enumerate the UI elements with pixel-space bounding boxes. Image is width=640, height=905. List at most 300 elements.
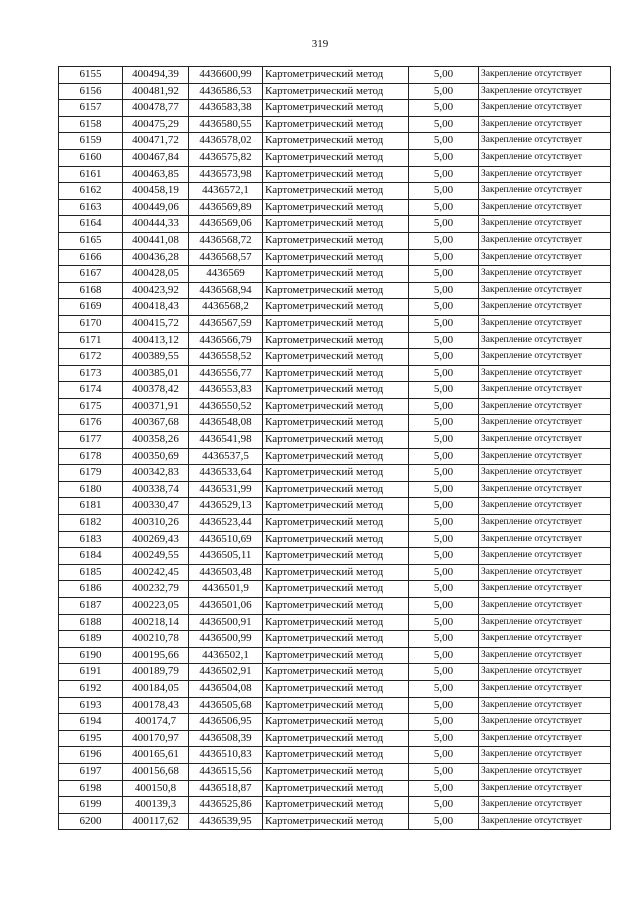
x-coordinate-cell: 400358,26	[123, 432, 189, 449]
y-coordinate-cell: 4436568,94	[189, 282, 263, 299]
table-row	[59, 481, 611, 498]
table-row	[59, 100, 611, 117]
description-cell: Закрепление отсутствует	[479, 365, 611, 382]
table-row	[59, 299, 611, 316]
y-coordinate-cell: 4436500,99	[189, 631, 263, 648]
method-cell: Картометрический метод	[263, 315, 409, 332]
description-cell: Закрепление отсутствует	[479, 166, 611, 183]
description-cell: Закрепление отсутствует	[479, 531, 611, 548]
y-coordinate-cell: 4436510,83	[189, 747, 263, 764]
y-coordinate-cell: 4436568,72	[189, 232, 263, 249]
accuracy-cell: 5,00	[409, 100, 479, 117]
y-coordinate-cell: 4436600,99	[189, 67, 263, 84]
y-coordinate-cell: 4436573,98	[189, 166, 263, 183]
description-cell: Закрепление отсутствует	[479, 763, 611, 780]
table-row	[59, 266, 611, 283]
description-cell: Закрепление отсутствует	[479, 598, 611, 615]
accuracy-cell: 5,00	[409, 481, 479, 498]
x-coordinate-cell: 400371,91	[123, 398, 189, 415]
table-row	[59, 680, 611, 697]
accuracy-cell: 5,00	[409, 631, 479, 648]
x-coordinate-cell: 400242,45	[123, 564, 189, 581]
table-row	[59, 133, 611, 150]
accuracy-cell: 5,00	[409, 813, 479, 830]
coordinates-table	[58, 66, 611, 830]
description-cell: Закрепление отсутствует	[479, 382, 611, 399]
point-number-cell: 6166	[59, 249, 123, 266]
table-row	[59, 398, 611, 415]
x-coordinate-cell: 400441,08	[123, 232, 189, 249]
point-number-cell: 6173	[59, 365, 123, 382]
method-cell: Картометрический метод	[263, 797, 409, 814]
x-coordinate-cell: 400444,33	[123, 216, 189, 233]
y-coordinate-cell: 4436523,44	[189, 515, 263, 532]
method-cell: Картометрический метод	[263, 481, 409, 498]
x-coordinate-cell: 400156,68	[123, 763, 189, 780]
y-coordinate-cell: 4436501,06	[189, 598, 263, 615]
point-number-cell: 6172	[59, 349, 123, 366]
method-cell: Картометрический метод	[263, 332, 409, 349]
x-coordinate-cell: 400378,42	[123, 382, 189, 399]
y-coordinate-cell: 4436575,82	[189, 149, 263, 166]
table-row	[59, 365, 611, 382]
accuracy-cell: 5,00	[409, 498, 479, 515]
accuracy-cell: 5,00	[409, 797, 479, 814]
y-coordinate-cell: 4436531,99	[189, 481, 263, 498]
description-cell: Закрепление отсутствует	[479, 515, 611, 532]
y-coordinate-cell: 4436553,83	[189, 382, 263, 399]
accuracy-cell: 5,00	[409, 365, 479, 382]
page-number: 319	[311, 38, 329, 50]
accuracy-cell: 5,00	[409, 216, 479, 233]
y-coordinate-cell: 4436569,06	[189, 216, 263, 233]
method-cell: Картометрический метод	[263, 548, 409, 565]
method-cell: Картометрический метод	[263, 647, 409, 664]
table-row	[59, 232, 611, 249]
x-coordinate-cell: 400367,68	[123, 415, 189, 432]
point-number-cell: 6170	[59, 315, 123, 332]
point-number-cell: 6185	[59, 564, 123, 581]
accuracy-cell: 5,00	[409, 282, 479, 299]
x-coordinate-cell: 400249,55	[123, 548, 189, 565]
table-row	[59, 465, 611, 482]
y-coordinate-cell: 4436568,2	[189, 299, 263, 316]
description-cell: Закрепление отсутствует	[479, 730, 611, 747]
method-cell: Картометрический метод	[263, 83, 409, 100]
description-cell: Закрепление отсутствует	[479, 398, 611, 415]
method-cell: Картометрический метод	[263, 515, 409, 532]
y-coordinate-cell: 4436537,5	[189, 448, 263, 465]
accuracy-cell: 5,00	[409, 166, 479, 183]
accuracy-cell: 5,00	[409, 183, 479, 200]
accuracy-cell: 5,00	[409, 232, 479, 249]
x-coordinate-cell: 400342,83	[123, 465, 189, 482]
description-cell: Закрепление отсутствует	[479, 116, 611, 133]
point-number-cell: 6164	[59, 216, 123, 233]
y-coordinate-cell: 4436501,9	[189, 581, 263, 598]
description-cell: Закрепление отсутствует	[479, 299, 611, 316]
table-row	[59, 249, 611, 266]
accuracy-cell: 5,00	[409, 614, 479, 631]
accuracy-cell: 5,00	[409, 149, 479, 166]
y-coordinate-cell: 4436515,56	[189, 763, 263, 780]
description-cell: Закрепление отсутствует	[479, 415, 611, 432]
x-coordinate-cell: 400218,14	[123, 614, 189, 631]
table-row	[59, 67, 611, 84]
point-number-cell: 6171	[59, 332, 123, 349]
point-number-cell: 6191	[59, 664, 123, 681]
table-row	[59, 83, 611, 100]
y-coordinate-cell: 4436508,39	[189, 730, 263, 747]
point-number-cell: 6165	[59, 232, 123, 249]
table-row	[59, 199, 611, 216]
y-coordinate-cell: 4436503,48	[189, 564, 263, 581]
y-coordinate-cell: 4436586,53	[189, 83, 263, 100]
point-number-cell: 6162	[59, 183, 123, 200]
method-cell: Картометрический метод	[263, 116, 409, 133]
accuracy-cell: 5,00	[409, 714, 479, 731]
accuracy-cell: 5,00	[409, 531, 479, 548]
method-cell: Картометрический метод	[263, 763, 409, 780]
y-coordinate-cell: 4436506,95	[189, 714, 263, 731]
description-cell: Закрепление отсутствует	[479, 631, 611, 648]
method-cell: Картометрический метод	[263, 697, 409, 714]
method-cell: Картометрический метод	[263, 498, 409, 515]
point-number-cell: 6196	[59, 747, 123, 764]
description-cell: Закрепление отсутствует	[479, 266, 611, 283]
accuracy-cell: 5,00	[409, 266, 479, 283]
point-number-cell: 6187	[59, 598, 123, 615]
method-cell: Картометрический метод	[263, 714, 409, 731]
method-cell: Картометрический метод	[263, 564, 409, 581]
method-cell: Картометрический метод	[263, 232, 409, 249]
x-coordinate-cell: 400223,05	[123, 598, 189, 615]
x-coordinate-cell: 400463,85	[123, 166, 189, 183]
x-coordinate-cell: 400449,06	[123, 199, 189, 216]
x-coordinate-cell: 400423,92	[123, 282, 189, 299]
description-cell: Закрепление отсутствует	[479, 432, 611, 449]
method-cell: Картометрический метод	[263, 415, 409, 432]
point-number-cell: 6178	[59, 448, 123, 465]
accuracy-cell: 5,00	[409, 780, 479, 797]
description-cell: Закрепление отсутствует	[479, 349, 611, 366]
description-cell: Закрепление отсутствует	[479, 149, 611, 166]
accuracy-cell: 5,00	[409, 398, 479, 415]
accuracy-cell: 5,00	[409, 680, 479, 697]
point-number-cell: 6184	[59, 548, 123, 565]
point-number-cell: 6188	[59, 614, 123, 631]
table-row	[59, 813, 611, 830]
y-coordinate-cell: 4436525,86	[189, 797, 263, 814]
accuracy-cell: 5,00	[409, 581, 479, 598]
description-cell: Закрепление отсутствует	[479, 315, 611, 332]
description-cell: Закрепление отсутствует	[479, 216, 611, 233]
table-row	[59, 216, 611, 233]
x-coordinate-cell: 400269,43	[123, 531, 189, 548]
accuracy-cell: 5,00	[409, 515, 479, 532]
x-coordinate-cell: 400385,01	[123, 365, 189, 382]
y-coordinate-cell: 4436541,98	[189, 432, 263, 449]
y-coordinate-cell: 4436566,79	[189, 332, 263, 349]
accuracy-cell: 5,00	[409, 598, 479, 615]
x-coordinate-cell: 400330,47	[123, 498, 189, 515]
point-number-cell: 6160	[59, 149, 123, 166]
method-cell: Картометрический метод	[263, 465, 409, 482]
table-row	[59, 581, 611, 598]
x-coordinate-cell: 400458,19	[123, 183, 189, 200]
accuracy-cell: 5,00	[409, 415, 479, 432]
method-cell: Картометрический метод	[263, 780, 409, 797]
accuracy-cell: 5,00	[409, 697, 479, 714]
accuracy-cell: 5,00	[409, 116, 479, 133]
accuracy-cell: 5,00	[409, 133, 479, 150]
description-cell: Закрепление отсутствует	[479, 498, 611, 515]
table-row	[59, 498, 611, 515]
point-number-cell: 6174	[59, 382, 123, 399]
accuracy-cell: 5,00	[409, 664, 479, 681]
accuracy-cell: 5,00	[409, 382, 479, 399]
y-coordinate-cell: 4436533,64	[189, 465, 263, 482]
point-number-cell: 6167	[59, 266, 123, 283]
table-row	[59, 763, 611, 780]
x-coordinate-cell: 400165,61	[123, 747, 189, 764]
y-coordinate-cell: 4436567,59	[189, 315, 263, 332]
table-row	[59, 166, 611, 183]
x-coordinate-cell: 400478,77	[123, 100, 189, 117]
accuracy-cell: 5,00	[409, 332, 479, 349]
method-cell: Картометрический метод	[263, 680, 409, 697]
table-row	[59, 183, 611, 200]
method-cell: Картометрический метод	[263, 349, 409, 366]
method-cell: Картометрический метод	[263, 183, 409, 200]
accuracy-cell: 5,00	[409, 299, 479, 316]
point-number-cell: 6180	[59, 481, 123, 498]
point-number-cell: 6158	[59, 116, 123, 133]
accuracy-cell: 5,00	[409, 349, 479, 366]
description-cell: Закрепление отсутствует	[479, 465, 611, 482]
point-number-cell: 6192	[59, 680, 123, 697]
description-cell: Закрепление отсутствует	[479, 697, 611, 714]
accuracy-cell: 5,00	[409, 647, 479, 664]
point-number-cell: 6200	[59, 813, 123, 830]
x-coordinate-cell: 400413,12	[123, 332, 189, 349]
method-cell: Картометрический метод	[263, 299, 409, 316]
x-coordinate-cell: 400178,43	[123, 697, 189, 714]
table-row	[59, 797, 611, 814]
table-row	[59, 780, 611, 797]
x-coordinate-cell: 400170,97	[123, 730, 189, 747]
x-coordinate-cell: 400428,05	[123, 266, 189, 283]
accuracy-cell: 5,00	[409, 548, 479, 565]
x-coordinate-cell: 400338,74	[123, 481, 189, 498]
table-row	[59, 332, 611, 349]
method-cell: Картометрический метод	[263, 249, 409, 266]
x-coordinate-cell: 400415,72	[123, 315, 189, 332]
table-row	[59, 697, 611, 714]
y-coordinate-cell: 4436502,91	[189, 664, 263, 681]
table-row	[59, 598, 611, 615]
coordinates-table-body	[59, 67, 611, 830]
point-number-cell: 6157	[59, 100, 123, 117]
table-row	[59, 548, 611, 565]
method-cell: Картометрический метод	[263, 100, 409, 117]
method-cell: Картометрический метод	[263, 747, 409, 764]
point-number-cell: 6179	[59, 465, 123, 482]
x-coordinate-cell: 400117,62	[123, 813, 189, 830]
table-row	[59, 664, 611, 681]
x-coordinate-cell: 400471,72	[123, 133, 189, 150]
method-cell: Картометрический метод	[263, 813, 409, 830]
method-cell: Картометрический метод	[263, 149, 409, 166]
point-number-cell: 6169	[59, 299, 123, 316]
point-number-cell: 6159	[59, 133, 123, 150]
x-coordinate-cell: 400150,8	[123, 780, 189, 797]
y-coordinate-cell: 4436569,89	[189, 199, 263, 216]
description-cell: Закрепление отсутствует	[479, 83, 611, 100]
point-number-cell: 6177	[59, 432, 123, 449]
x-coordinate-cell: 400475,29	[123, 116, 189, 133]
table-row	[59, 116, 611, 133]
y-coordinate-cell: 4436550,52	[189, 398, 263, 415]
method-cell: Картометрический метод	[263, 598, 409, 615]
x-coordinate-cell: 400189,79	[123, 664, 189, 681]
point-number-cell: 6155	[59, 67, 123, 84]
description-cell: Закрепление отсутствует	[479, 282, 611, 299]
description-cell: Закрепление отсутствует	[479, 481, 611, 498]
description-cell: Закрепление отсутствует	[479, 133, 611, 150]
y-coordinate-cell: 4436569	[189, 266, 263, 283]
table-row	[59, 747, 611, 764]
y-coordinate-cell: 4436539,95	[189, 813, 263, 830]
y-coordinate-cell: 4436518,87	[189, 780, 263, 797]
method-cell: Картометрический метод	[263, 266, 409, 283]
accuracy-cell: 5,00	[409, 730, 479, 747]
table-row	[59, 730, 611, 747]
y-coordinate-cell: 4436502,1	[189, 647, 263, 664]
table-row	[59, 282, 611, 299]
point-number-cell: 6194	[59, 714, 123, 731]
point-number-cell: 6181	[59, 498, 123, 515]
point-number-cell: 6195	[59, 730, 123, 747]
description-cell: Закрепление отсутствует	[479, 647, 611, 664]
description-cell: Закрепление отсутствует	[479, 249, 611, 266]
method-cell: Картометрический метод	[263, 614, 409, 631]
description-cell: Закрепление отсутствует	[479, 780, 611, 797]
y-coordinate-cell: 4436510,69	[189, 531, 263, 548]
x-coordinate-cell: 400389,55	[123, 349, 189, 366]
method-cell: Картометрический метод	[263, 133, 409, 150]
table-row	[59, 714, 611, 731]
method-cell: Картометрический метод	[263, 581, 409, 598]
accuracy-cell: 5,00	[409, 448, 479, 465]
y-coordinate-cell: 4436504,08	[189, 680, 263, 697]
description-cell: Закрепление отсутствует	[479, 714, 611, 731]
table-row	[59, 315, 611, 332]
point-number-cell: 6156	[59, 83, 123, 100]
point-number-cell: 6183	[59, 531, 123, 548]
description-cell: Закрепление отсутствует	[479, 664, 611, 681]
point-number-cell: 6186	[59, 581, 123, 598]
method-cell: Картометрический метод	[263, 382, 409, 399]
description-cell: Закрепление отсутствует	[479, 232, 611, 249]
x-coordinate-cell: 400494,39	[123, 67, 189, 84]
description-cell: Закрепление отсутствует	[479, 67, 611, 84]
table-row	[59, 382, 611, 399]
x-coordinate-cell: 400195,66	[123, 647, 189, 664]
description-cell: Закрепление отсутствует	[479, 813, 611, 830]
y-coordinate-cell: 4436505,11	[189, 548, 263, 565]
y-coordinate-cell: 4436529,13	[189, 498, 263, 515]
description-cell: Закрепление отсутствует	[479, 581, 611, 598]
y-coordinate-cell: 4436578,02	[189, 133, 263, 150]
method-cell: Картометрический метод	[263, 631, 409, 648]
table-row	[59, 415, 611, 432]
x-coordinate-cell: 400174,7	[123, 714, 189, 731]
description-cell: Закрепление отсутствует	[479, 448, 611, 465]
point-number-cell: 6182	[59, 515, 123, 532]
description-cell: Закрепление отсутствует	[479, 797, 611, 814]
x-coordinate-cell: 400481,92	[123, 83, 189, 100]
method-cell: Картометрический метод	[263, 398, 409, 415]
method-cell: Картометрический метод	[263, 67, 409, 84]
point-number-cell: 6161	[59, 166, 123, 183]
point-number-cell: 6175	[59, 398, 123, 415]
method-cell: Картометрический метод	[263, 432, 409, 449]
method-cell: Картометрический метод	[263, 199, 409, 216]
accuracy-cell: 5,00	[409, 465, 479, 482]
accuracy-cell: 5,00	[409, 67, 479, 84]
y-coordinate-cell: 4436548,08	[189, 415, 263, 432]
method-cell: Картометрический метод	[263, 730, 409, 747]
table-row	[59, 432, 611, 449]
table-row	[59, 531, 611, 548]
point-number-cell: 6199	[59, 797, 123, 814]
point-number-cell: 6198	[59, 780, 123, 797]
table-row	[59, 515, 611, 532]
y-coordinate-cell: 4436558,52	[189, 349, 263, 366]
accuracy-cell: 5,00	[409, 315, 479, 332]
point-number-cell: 6197	[59, 763, 123, 780]
y-coordinate-cell: 4436556,77	[189, 365, 263, 382]
point-number-cell: 6168	[59, 282, 123, 299]
description-cell: Закрепление отсутствует	[479, 199, 611, 216]
accuracy-cell: 5,00	[409, 199, 479, 216]
description-cell: Закрепление отсутствует	[479, 183, 611, 200]
table-row	[59, 631, 611, 648]
method-cell: Картометрический метод	[263, 166, 409, 183]
y-coordinate-cell: 4436500,91	[189, 614, 263, 631]
method-cell: Картометрический метод	[263, 531, 409, 548]
description-cell: Закрепление отсутствует	[479, 332, 611, 349]
y-coordinate-cell: 4436568,57	[189, 249, 263, 266]
accuracy-cell: 5,00	[409, 747, 479, 764]
y-coordinate-cell: 4436572,1	[189, 183, 263, 200]
method-cell: Картометрический метод	[263, 448, 409, 465]
point-number-cell: 6190	[59, 647, 123, 664]
method-cell: Картометрический метод	[263, 216, 409, 233]
x-coordinate-cell: 400436,28	[123, 249, 189, 266]
method-cell: Картометрический метод	[263, 664, 409, 681]
x-coordinate-cell: 400467,84	[123, 149, 189, 166]
point-number-cell: 6189	[59, 631, 123, 648]
x-coordinate-cell: 400232,79	[123, 581, 189, 598]
table-row	[59, 448, 611, 465]
description-cell: Закрепление отсутствует	[479, 564, 611, 581]
accuracy-cell: 5,00	[409, 83, 479, 100]
x-coordinate-cell: 400418,43	[123, 299, 189, 316]
x-coordinate-cell: 400184,05	[123, 680, 189, 697]
description-cell: Закрепление отсутствует	[479, 548, 611, 565]
